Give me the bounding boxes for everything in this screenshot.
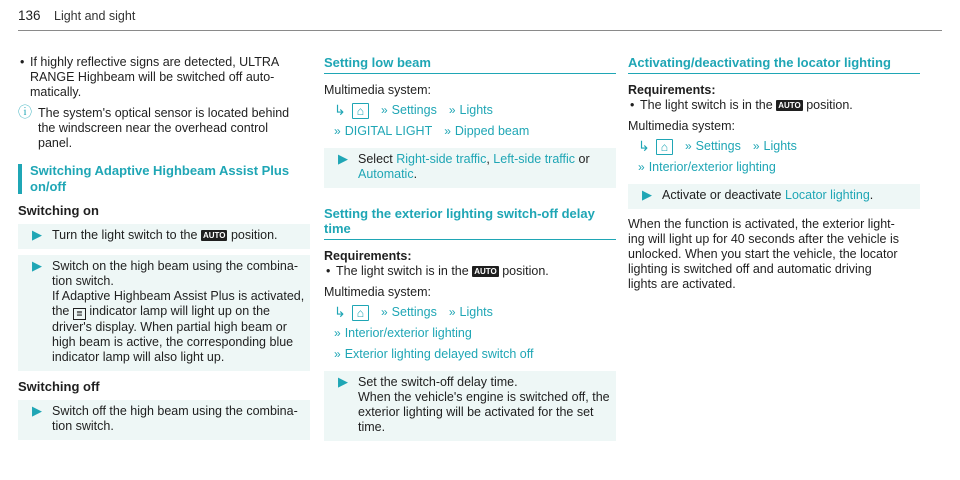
column-1 bbox=[18, 55, 310, 446]
step-switch-off-high-beam: ▶ Switch off the high beam using the combina- tion switch. bbox=[18, 400, 310, 440]
path-digital-light[interactable]: DIGITAL LIGHT bbox=[344, 124, 433, 138]
auto-symbol-icon: AUTO bbox=[202, 231, 226, 240]
option-left-side-traffic[interactable]: Left-side traffic bbox=[493, 152, 576, 166]
path-interior-exterior-lighting[interactable]: Interior/exterior lighting bbox=[344, 326, 472, 340]
heading-switch-off-delay: Setting the exterior lighting switch-off delay time bbox=[324, 206, 616, 240]
chevron-right-icon: » bbox=[334, 326, 339, 340]
path-lights[interactable]: Lights bbox=[459, 305, 493, 319]
home-icon[interactable]: ⌂ bbox=[352, 305, 369, 321]
menu-path-locator bbox=[628, 136, 920, 178]
requirements-label: Requirements: bbox=[324, 249, 412, 263]
heading-adaptive-highbeam: Switching Adaptive Highbeam Assist Plus on/off bbox=[18, 163, 310, 195]
option-automatic[interactable]: Automatic bbox=[358, 167, 414, 181]
home-icon[interactable]: ⌂ bbox=[352, 103, 369, 119]
column-2 bbox=[324, 55, 616, 447]
multimedia-label: Multimedia system: bbox=[324, 285, 431, 299]
chevron-right-icon: » bbox=[448, 103, 454, 117]
step-arrow-icon: ▶ bbox=[32, 227, 42, 242]
menu-path-low-beam bbox=[324, 100, 616, 142]
requirement-item: • The light switch is in the AUTO position. bbox=[326, 264, 549, 278]
step-arrow-icon: ▶ bbox=[32, 258, 42, 273]
path-hook-icon: ↳ bbox=[334, 304, 346, 320]
multimedia-label: Multimedia system: bbox=[324, 83, 431, 97]
auto-symbol-icon: AUTO bbox=[778, 101, 801, 110]
chevron-right-icon: » bbox=[380, 305, 386, 319]
bullet-dot-icon: • bbox=[20, 55, 25, 69]
path-settings[interactable]: Settings bbox=[695, 139, 741, 153]
chevron-right-icon: » bbox=[334, 347, 339, 361]
page-header bbox=[18, 8, 942, 31]
step-activate-locator: ▶ Activate or deactivate Locator lighting. bbox=[628, 184, 920, 209]
path-hook-icon: ↳ bbox=[638, 138, 650, 154]
step-arrow-icon: ▶ bbox=[338, 151, 348, 166]
switching-off-heading: Switching off bbox=[18, 379, 100, 394]
step-arrow-icon: ▶ bbox=[642, 187, 652, 202]
high-beam-indicator-icon: ≣ bbox=[73, 308, 86, 320]
info-note: ⓘ The system's optical sensor is located behind the windscreen near the overhead control panel. bbox=[18, 104, 290, 150]
path-hook-icon: ↳ bbox=[334, 102, 346, 118]
step-switch-on-high-beam: ▶ Switch on the high beam using the combina- tion switch. If Adaptive Highbeam Assist Plus is activated, the ≣ indicator lamp will light up on the driver's display. When partial high beam or high beam is active, the corresponding blue indicator lamp will also light up. bbox=[18, 255, 310, 371]
step-turn-switch: ▶ Turn the light switch to the AUTO position. bbox=[18, 224, 310, 249]
switching-on-heading: Switching on bbox=[18, 203, 99, 218]
path-exterior-delayed-switch-off[interactable]: Exterior lighting delayed switch off bbox=[344, 347, 534, 361]
chevron-right-icon: » bbox=[684, 139, 690, 153]
column-3 bbox=[628, 55, 920, 292]
chevron-right-icon: » bbox=[752, 139, 758, 153]
page-number: 136 bbox=[18, 8, 41, 23]
option-locator-lighting[interactable]: Locator lighting bbox=[785, 188, 870, 202]
path-interior-exterior-lighting[interactable]: Interior/exterior lighting bbox=[648, 160, 776, 174]
bullet-reflective-signs: • If highly reflective signs are detected, ULTRA RANGE Highbeam will be switched off auto- matically. bbox=[20, 55, 280, 99]
info-icon: ⓘ bbox=[18, 104, 32, 120]
chevron-right-icon: » bbox=[638, 160, 643, 174]
bullet-dot-icon: • bbox=[326, 264, 331, 278]
bullet-dot-icon: • bbox=[630, 98, 635, 112]
step-set-delay: ▶ Set the switch-off delay time. When the vehicle's engine is switched off, the exterior lighting will be activated for the set time. bbox=[324, 371, 616, 441]
section-title: Light and sight bbox=[54, 9, 136, 23]
home-icon[interactable]: ⌂ bbox=[656, 139, 673, 155]
step-arrow-icon: ▶ bbox=[32, 403, 42, 418]
chevron-right-icon: » bbox=[448, 305, 454, 319]
chevron-right-icon: » bbox=[380, 103, 386, 117]
path-settings[interactable]: Settings bbox=[391, 103, 437, 117]
chevron-right-icon: » bbox=[444, 124, 449, 138]
path-lights[interactable]: Lights bbox=[763, 139, 797, 153]
menu-path-delay bbox=[324, 302, 616, 365]
step-select-traffic: ▶ Select Right-side traffic, Left-side traffic or Automatic. bbox=[324, 148, 616, 188]
heading-locator-lighting: Activating/deactivating the locator lighting bbox=[628, 55, 920, 74]
multimedia-label: Multimedia system: bbox=[628, 119, 735, 133]
path-dipped-beam[interactable]: Dipped beam bbox=[454, 124, 530, 138]
option-right-side-traffic[interactable]: Right-side traffic bbox=[396, 152, 487, 166]
step-arrow-icon: ▶ bbox=[338, 374, 348, 389]
locator-description: When the function is activated, the exterior light- ing will light up for 40 seconds after the vehicle is unlocked. When you start the vehicle, the locator lighting is switched off and automatic driving lights are activated. bbox=[628, 217, 899, 291]
heading-setting-low-beam: Setting low beam bbox=[324, 55, 616, 74]
requirements-label: Requirements: bbox=[628, 83, 716, 97]
requirement-item: • The light switch is in the AUTO position. bbox=[630, 98, 853, 112]
path-lights[interactable]: Lights bbox=[459, 103, 493, 117]
auto-symbol-icon: AUTO bbox=[474, 267, 497, 276]
chevron-right-icon: » bbox=[334, 124, 339, 138]
path-settings[interactable]: Settings bbox=[391, 305, 437, 319]
